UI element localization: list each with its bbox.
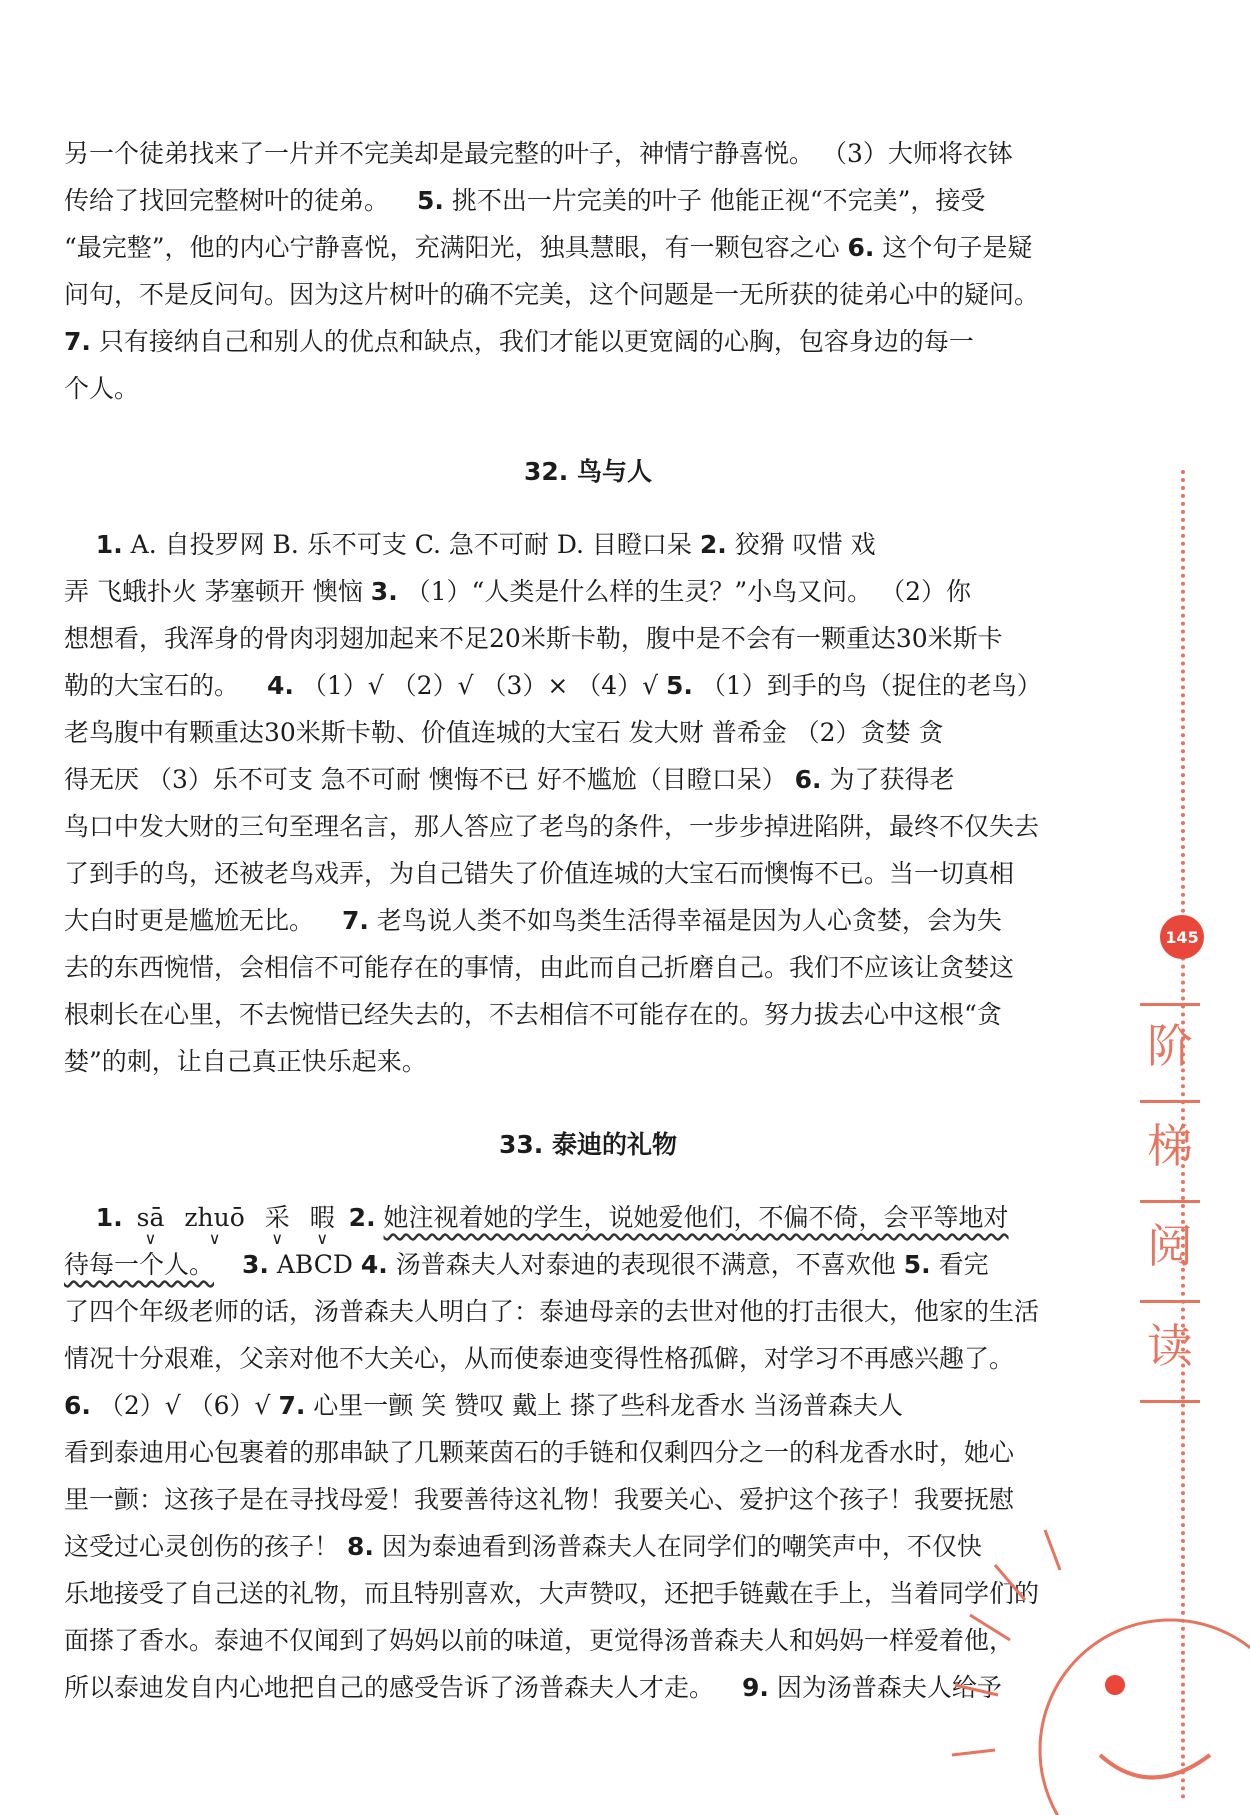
sun-circle — [1040, 1620, 1250, 1815]
item-number: 1. — [95, 530, 123, 559]
text-line — [64, 615, 1112, 662]
text: （1）到手的鸟（捉住的老鸟） — [700, 671, 1042, 700]
pinyin: sā — [136, 1203, 165, 1232]
text: 问句，不是反问句。因为这片树叶的确不完美，这个问题是一无所获的徒弟心中的疑问。 — [64, 280, 1040, 309]
vertical-char: 阅 — [1147, 1219, 1193, 1273]
text: 为了获得老 — [829, 765, 955, 794]
text: （1）“人类是什么样的生灵？”小鸟又问。 （2）你 — [405, 577, 971, 606]
text: 因为泰迪看到汤普森夫人在同学们的嘲笑声中，不仅快 — [381, 1532, 982, 1561]
section-title-32: 32. 鸟与人 — [524, 457, 652, 486]
text-line — [64, 756, 1112, 803]
item-number: 6. — [847, 233, 875, 262]
text-line — [64, 850, 1112, 897]
sun-ray — [955, 1685, 998, 1695]
text: 只有接纳自己和别人的优点和缺点，我们才能以更宽阔的心胸，包容身边的每一 — [98, 327, 974, 356]
character: 采 — [264, 1203, 290, 1232]
text-line — [64, 130, 1112, 177]
item-number: 9. — [742, 1673, 769, 1702]
text-line — [64, 1476, 1112, 1523]
sun-decoration-icon — [950, 1520, 1250, 1815]
sun-dot — [1105, 1675, 1125, 1695]
text-line — [64, 1194, 1112, 1248]
text: 乐地接受了自己送的礼物，而且特别喜欢，大声赞叹，还把手链戴在手上，当着同学们的 — [64, 1579, 1040, 1608]
text: 根刺长在心里，不去惋惜已经失去的，不去相信不可能存在的。努力拔去心中这根“贪 — [64, 1000, 1002, 1029]
char-answer — [264, 1194, 290, 1248]
text-line — [64, 1382, 1112, 1429]
text: 这个句子是疑 — [882, 233, 1033, 262]
text-line — [64, 803, 1112, 850]
text: 看到泰迪用心包裹着的那串缺了几颗莱茵石的手链和仅剩四分之一的科龙香水时，她心 — [64, 1438, 1015, 1467]
item-number: 2. — [699, 530, 727, 559]
check-mark: ∨ — [208, 1229, 221, 1248]
divider — [1140, 1003, 1200, 1006]
divider — [1140, 1200, 1200, 1203]
text: 得无厌 （3）乐不可支 急不可耐 懊悔不已 好不尴尬（目瞪口呆） — [64, 765, 787, 794]
text-line — [64, 1241, 1112, 1288]
text-line — [64, 1038, 1112, 1085]
sun-ray — [1045, 1530, 1060, 1570]
underlined-text: 她注视着她的学生，说她爱他们，不偏不倚，会平等地对 — [383, 1203, 1009, 1232]
text-line — [64, 365, 1112, 412]
char-answer — [309, 1194, 335, 1248]
text: 去的东西惋惜，会相信不可能存在的事情，由此而自己折磨自己。我们不应该让贪婪这 — [64, 953, 1015, 982]
text: 想想看，我浑身的骨肉羽翅加起来不足20米斯卡勒，腹中是不会有一颗重达30米斯卡 — [64, 624, 1003, 653]
text-line — [64, 897, 1112, 944]
text-line — [64, 318, 1112, 365]
text: （1）√ （2）√ （3）× （4）√ — [301, 671, 659, 700]
text-line — [64, 944, 1112, 991]
text: 因为汤普森夫人给予 — [776, 1673, 1002, 1702]
text: 所以泰迪发自内心地把自己的感受告诉了汤普森夫人才走。 — [64, 1673, 715, 1702]
text: 勒的大宝石的。 — [64, 671, 240, 700]
sun-ray — [995, 1565, 1025, 1600]
text: （2）√ （6）√ — [98, 1391, 271, 1420]
text-line — [64, 709, 1112, 756]
text: 情况十分艰难，父亲对他不大关心，从而使泰迪变得性格孤僻，对学习不再感兴趣了。 — [64, 1344, 1015, 1373]
text: 婪”的刺，让自己真正快乐起来。 — [64, 1047, 427, 1076]
item-number: 5. — [903, 1250, 931, 1279]
page-number-badge: 145 — [1160, 915, 1204, 959]
text: 狡猾 叹惜 戏 — [734, 530, 876, 559]
text: 面搽了香水。泰迪不仅闻到了妈妈以前的味道，更觉得汤普森夫人和妈妈一样爱着他， — [64, 1626, 1015, 1655]
top-paragraph — [64, 130, 1112, 412]
text: 了四个年级老师的话，汤普森夫人明白了：泰迪母亲的去世对他的打击很大，他家的生活 — [64, 1297, 1040, 1326]
text: 汤普森夫人对泰迪的表现很不满意，不喜欢他 — [395, 1250, 896, 1279]
item-number: 6. — [64, 1391, 91, 1420]
pinyin: zhuō — [184, 1203, 245, 1232]
text-line — [64, 224, 1112, 271]
item-number: 1. — [95, 1203, 123, 1232]
item-number: 4. — [360, 1250, 388, 1279]
text: “最完整”，他的内心宁静喜悦，充满阳光，独具慧眼，有一颗包容之心 — [64, 233, 840, 262]
character: 暇 — [309, 1203, 335, 1232]
divider — [1140, 1400, 1200, 1403]
text: 鸟口中发大财的三句至理名言，那人答应了老鸟的条件，一步步掉进陷阱，最终不仅失去 — [64, 812, 1040, 841]
item-number: 3. — [242, 1250, 269, 1279]
text-line — [64, 1335, 1112, 1382]
text: 老鸟腹中有颗重达30米斯卡勒、价值连城的大宝石 发大财 普希金 （2）贪婪 贪 — [64, 718, 944, 747]
pinyin-answer — [184, 1194, 245, 1248]
item-number: 5. — [666, 671, 693, 700]
section-32-body — [64, 521, 1112, 1085]
text: 心里一颤 笑 赞叹 戴上 搽了些科龙香水 当汤普森夫人 — [313, 1391, 904, 1420]
text: 看完 — [938, 1250, 989, 1279]
underlined-text: 待每一个人。 — [64, 1250, 215, 1279]
text: 传给了找回完整树叶的徒弟。 — [64, 186, 390, 215]
text: ABCD — [276, 1250, 353, 1279]
item-number: 2. — [348, 1203, 376, 1232]
divider — [1140, 1100, 1200, 1103]
text: 老鸟说人类不如鸟类生活得幸福是因为人心贪婪，会为失 — [376, 906, 1002, 935]
item-number: 8. — [346, 1532, 374, 1561]
text: 个人。 — [64, 374, 140, 403]
text-line — [64, 521, 1112, 568]
check-mark: ∨ — [316, 1229, 329, 1248]
item-number: 4. — [267, 671, 294, 700]
item-number: 7. — [64, 327, 91, 356]
text-line — [64, 1429, 1112, 1476]
item-number: 7. — [278, 1391, 306, 1420]
item-number: 5. — [417, 186, 444, 215]
text: 另一个徒弟找来了一片并不完美却是最完整的叶子，神情宁静喜悦。 （3）大师将衣钵 — [64, 139, 1013, 168]
item-number: 7. — [342, 906, 369, 935]
text-line — [64, 1288, 1112, 1335]
answer-content — [64, 130, 1112, 1711]
text-line — [64, 662, 1112, 709]
text: 了到手的鸟，还被老鸟戏弄，为自己错失了价值连城的大宝石而懊悔不已。当一切真相 — [64, 859, 1015, 888]
vertical-char: 阶 — [1147, 1019, 1193, 1073]
text: 挑不出一片完美的叶子 他能正视“不完美”，接受 — [451, 186, 986, 215]
divider — [1140, 1300, 1200, 1303]
check-mark: ∨ — [144, 1229, 157, 1248]
sun-ray — [952, 1750, 995, 1755]
sun-ray — [970, 1615, 1010, 1640]
item-number: 3. — [370, 577, 398, 606]
text: 弄 飞蛾扑火 茅塞顿开 懊恼 — [64, 577, 363, 606]
text: 这受过心灵创伤的孩子！ — [64, 1532, 340, 1561]
section-title-33: 33. 泰迪的礼物 — [499, 1130, 677, 1159]
pinyin-answer — [136, 1194, 165, 1248]
sun-smile — [1100, 1755, 1210, 1778]
vertical-char: 梯 — [1147, 1119, 1193, 1173]
item-number: 6. — [794, 765, 822, 794]
text-line — [64, 177, 1112, 224]
vertical-char: 读 — [1147, 1319, 1193, 1373]
text: 大白时更是尴尬无比。 — [64, 906, 315, 935]
text: 里一颤：这孩子是在寻找母爱！我要善待这礼物！我要关心、爱护这个孩子！我要抚慰 — [64, 1485, 1015, 1514]
text-line — [64, 991, 1112, 1038]
text-line — [64, 568, 1112, 615]
text: A. 自投罗网 B. 乐不可支 C. 急不可耐 D. 目瞪口呆 — [130, 530, 692, 559]
text-line — [64, 271, 1112, 318]
check-mark: ∨ — [271, 1229, 284, 1248]
